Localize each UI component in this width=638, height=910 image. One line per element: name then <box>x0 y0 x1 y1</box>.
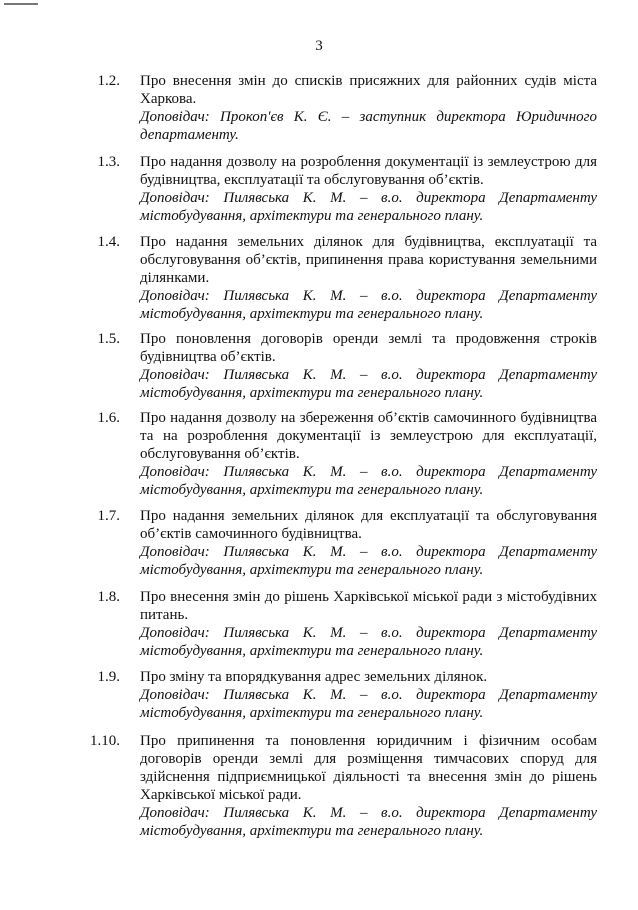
item-body <box>140 153 597 225</box>
item-number: 1.8. <box>97 589 120 605</box>
item-number: 1.7. <box>97 508 120 524</box>
item-number: 1.2. <box>97 73 120 89</box>
item-body <box>140 732 597 840</box>
item-number: 1.3. <box>97 154 120 170</box>
item-number: 1.6. <box>97 410 120 426</box>
item-title: Про надання дозволу на розроблення документації із землеустрою для будівництва, експлуатації та обслуговування об’єктів. <box>140 154 597 188</box>
item-speaker: Доповідач: Пилявська К. М. – в.о. директора Департаменту містобудування, архітектури та генерального плану. <box>140 367 597 401</box>
item-speaker: Доповідач: Пилявська К. М. – в.о. директора Департаменту містобудування, архітектури та генерального плану. <box>140 464 597 498</box>
scan-corner-mark <box>4 3 38 5</box>
item-number: 1.4. <box>97 234 120 250</box>
item-speaker: Доповідач: Прокоп'єв К. Є. – заступник директора Юридичного департаменту. <box>140 109 597 143</box>
item-speaker: Доповідач: Пилявська К. М. – в.о. директора Департаменту містобудування, архітектури та генерального плану. <box>140 625 597 659</box>
item-speaker: Доповідач: Пилявська К. М. – в.о. директора Департаменту містобудування, архітектури та генерального плану. <box>140 805 597 839</box>
item-title: Про внесення змін до списків присяжних для районних судів міста Харкова. <box>140 73 597 107</box>
item-title: Про поновлення договорів оренди землі та продовження строків будівництва об’єктів. <box>140 331 597 365</box>
item-body <box>140 409 597 499</box>
item-title: Про припинення та поновлення юридичним і фізичним особам договорів оренди землі для розміщення тимчасових споруд для здійснення підприємницької діяльності та внесення змін до рішень Харківської міської ради. <box>140 733 597 803</box>
item-body <box>140 668 597 722</box>
item-speaker: Доповідач: Пилявська К. М. – в.о. директора Департаменту містобудування, архітектури та генерального плану. <box>140 288 597 322</box>
item-body <box>140 330 597 402</box>
item-title: Про внесення змін до рішень Харківської міської ради з містобудівних питань. <box>140 589 597 623</box>
item-body <box>140 588 597 660</box>
item-speaker: Доповідач: Пилявська К. М. – в.о. директора Департаменту містобудування, архітектури та генерального плану. <box>140 544 597 578</box>
item-speaker: Доповідач: Пилявська К. М. – в.о. директора Департаменту містобудування, архітектури та генерального плану. <box>140 687 597 721</box>
item-title: Про надання земельних ділянок для будівництва, експлуатації та обслуговування об’єктів, припинення права користування земельними ділянками. <box>140 234 597 286</box>
item-number: 1.5. <box>97 331 120 347</box>
item-title: Про надання земельних ділянок для експлуатації та обслуговування об’єктів самочинного будівництва. <box>140 508 597 542</box>
page-number: 3 <box>315 38 323 54</box>
item-body <box>140 507 597 579</box>
item-body <box>140 233 597 323</box>
item-title: Про надання дозволу на збереження об’єктів самочинного будівництва та на розроблення документації із землеустрою для експлуатації, обслуговування об’єктів. <box>140 410 597 462</box>
item-speaker: Доповідач: Пилявська К. М. – в.о. директора Департаменту містобудування, архітектури та генерального плану. <box>140 190 597 224</box>
item-number: 1.9. <box>97 669 120 685</box>
item-title: Про зміну та впорядкування адрес земельних ділянок. <box>140 669 488 685</box>
item-number: 1.10. <box>90 733 120 749</box>
item-body <box>140 72 597 144</box>
